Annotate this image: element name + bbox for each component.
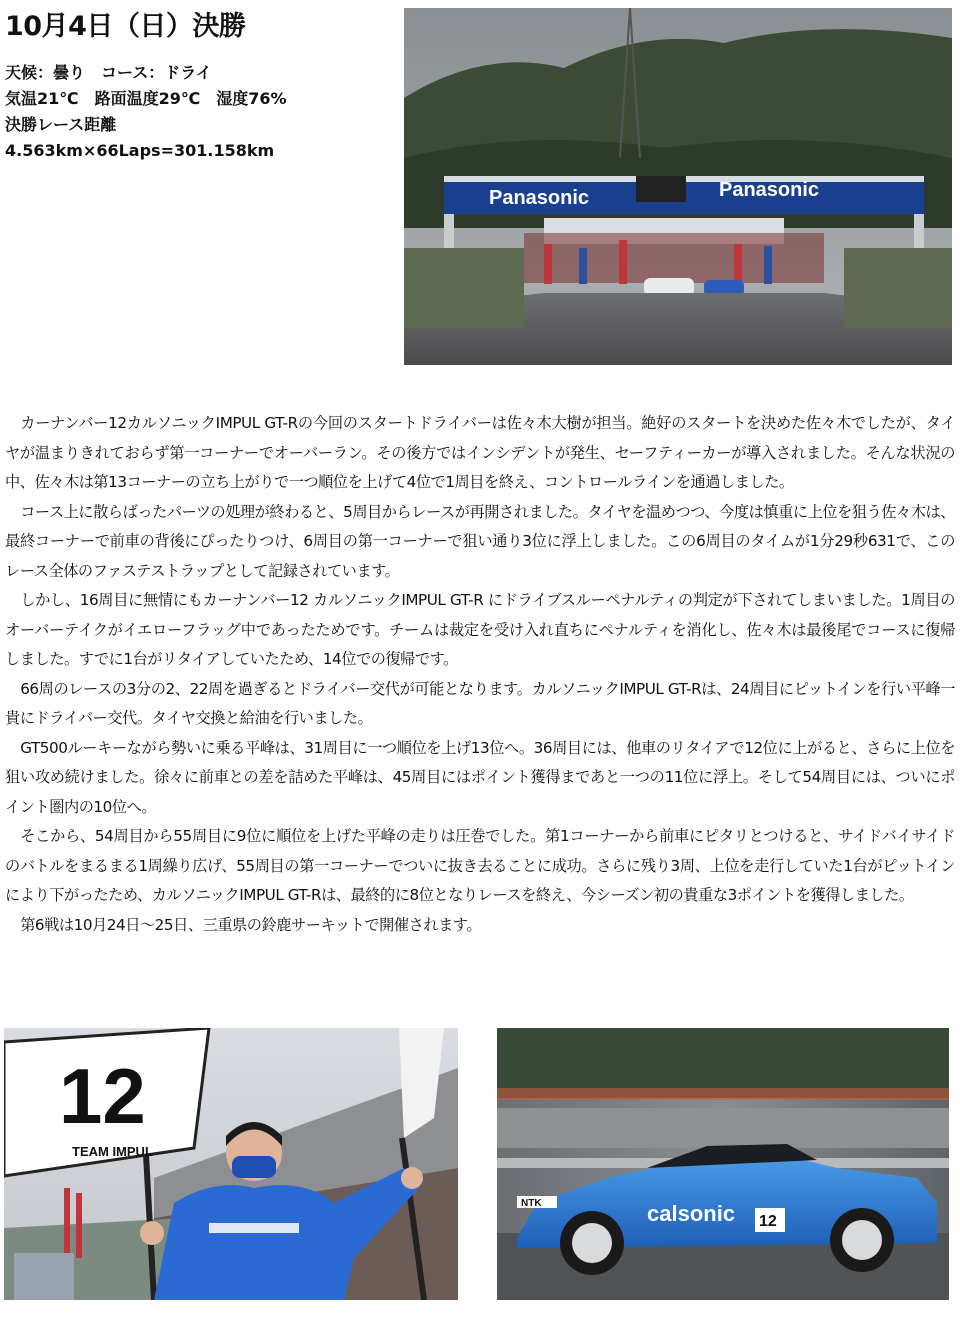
article-paragraph: 第6戦は10月24日～25日、三重県の鈴鹿サーキットで開催されます。 — [20, 915, 482, 934]
article-body — [5, 409, 955, 940]
starting-grid-photo — [404, 8, 952, 365]
article-paragraph: コース上に散らばったパーツの処理が終わると、5周目からレースが再開されました。タイヤを温めつつ、今度は慎重に上位を狙う佐々木は、最終コーナーで前車の背後にぴったりつけ、6周目の第一コーナーで狙い通り3位に浮上しました。この6周目のタイムが1分29秒631で、このレース全体のファステストラップとして記録されています。 — [5, 502, 955, 580]
article-paragraph: しかし、16周目に無情にもカーナンバー12 カルソニックIMPUL GT-R にドライブスルーペナルティの判定が下されてしまいました。1周目のオーバーテイクがイエローフラッグ中であったためです。チームは裁定を受け入れ直ちにペナルティを消化し、佐々木は最後尾でコースに復帰しました。すでに1台がリタイアしていたため、14位での復帰です。 — [5, 591, 955, 668]
distance-value: 4.563km×66Laps=301.158km — [5, 141, 275, 160]
board-number: 12 — [59, 1052, 146, 1140]
temperature-line: 気温21℃ 路面温度29℃ 湿度76% — [5, 89, 287, 108]
board-team: TEAM IMPUL — [72, 1144, 153, 1159]
article-paragraph: カーナンバー12カルソニックIMPUL GT-Rの今回のスタートドライバーは佐々木大樹が担当。絶好のスタートを決めた佐々木でしたが、タイヤが温まりきれておらず第一コーナーでオーバーラン。その後方ではインシデントが発生、セーフティーカーが導入されました。そんな状況の中、佐々木は第13コーナーの立ち上がりで一つ順位を上げて4位で1周目を終え、コントロールラインを通過しました。 — [5, 414, 955, 491]
driver-grid-board-photo — [4, 1028, 458, 1300]
race-car-photo — [497, 1028, 949, 1300]
article-paragraph: 66周のレースの3分の2、22周を過ぎるとドライバー交代が可能となります。カルソニックIMPUL GT-Rは、24周目にピットインを行い平峰一貴にドライバー交代。タイヤ交換と給油を行いました。 — [5, 679, 955, 727]
car-number: 12 — [759, 1213, 777, 1230]
race-conditions — [5, 60, 287, 164]
page-title: 10月4日（日）決勝 — [5, 11, 246, 42]
car-livery: calsonic — [647, 1201, 736, 1226]
car-sponsor: NTK — [521, 1198, 542, 1209]
weather-line: 天候：曇り コース：ドライ — [5, 63, 212, 82]
banner-right-text: Panasonic — [719, 179, 820, 201]
distance-label: 決勝レース距離 — [5, 115, 117, 134]
article-paragraph: GT500ルーキーながら勢いに乗る平峰は、31周目に一つ順位を上げ13位へ。36周目には、他車のリタイアで12位に上がると、さらに上位を狙い攻め続けました。徐々に前車との差を詰めた平峰は、45周目にはポイント獲得まであと一つの11位に浮上。そして54周目には、ついにポイント圏内の10位へ。 — [5, 738, 955, 816]
article-paragraph: そこから、54周目から55周目に9位に順位を上げた平峰の走りは圧巻でした。第1コーナーから前車にピタリとつけると、サイドバイサイドのバトルをまるまる1周繰り広げ、55周目の第一コーナーでついに抜き去ることに成功。さらに残り3周、上位を走行していた1台がピットインにより下がったため、カルソニックIMPUL GT-Rは、最終的に8位となりレースを終え、今シーズン初の貴重な3ポイントを獲得しました。 — [5, 827, 955, 904]
banner-left-text: Panasonic — [489, 187, 590, 209]
